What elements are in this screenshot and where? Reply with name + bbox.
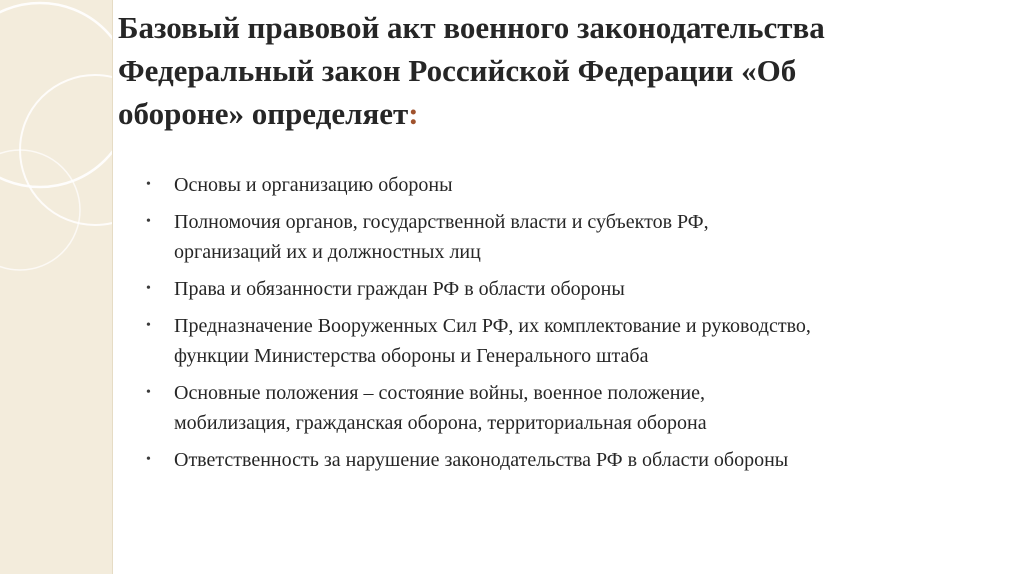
list-item-text: мобилизация, гражданская оборона, территориальная оборона <box>174 412 707 434</box>
bullet-icon: • <box>146 318 151 333</box>
list-item-text: Основы и организацию обороны <box>174 174 453 196</box>
decorative-side-band <box>0 0 113 574</box>
bullet-icon: • <box>146 177 151 192</box>
list-item <box>146 311 986 371</box>
decorative-circles <box>0 0 112 574</box>
list-item-text: Ответственность за нарушение законодательства РФ в области обороны <box>174 449 789 471</box>
bullet-icon: • <box>146 385 151 400</box>
title-line-2: Федеральный закон Российской Федерации «Об <box>118 53 797 88</box>
list-item <box>146 274 986 304</box>
list-item-text: функции Министерства обороны и Генерального штаба <box>174 345 649 367</box>
bullet-icon: • <box>146 214 151 229</box>
list-item-text: Основные положения – состояние войны, военное положение, <box>174 382 706 404</box>
list-item-text: Права и обязанности граждан РФ в области обороны <box>174 278 625 300</box>
title-line-1: Базовый правовой акт военного законодательства <box>118 10 825 45</box>
list-item <box>146 378 986 438</box>
bullet-icon: • <box>146 452 151 467</box>
list-item <box>146 207 986 267</box>
list-item-text: Предназначение Вооруженных Сил РФ, их комплектование и руководство, <box>174 315 811 337</box>
list-item <box>146 170 986 200</box>
list-item-text: организаций их и должностных лиц <box>174 241 481 263</box>
bullet-icon: • <box>146 281 151 296</box>
bullet-list <box>146 170 986 482</box>
slide-title <box>118 6 1008 135</box>
list-item <box>146 445 986 475</box>
list-item-text: Полномочия органов, государственной власти и субъектов РФ, <box>174 211 709 233</box>
title-colon: : <box>408 96 419 131</box>
title-line-3: обороне» определяет <box>118 96 409 131</box>
